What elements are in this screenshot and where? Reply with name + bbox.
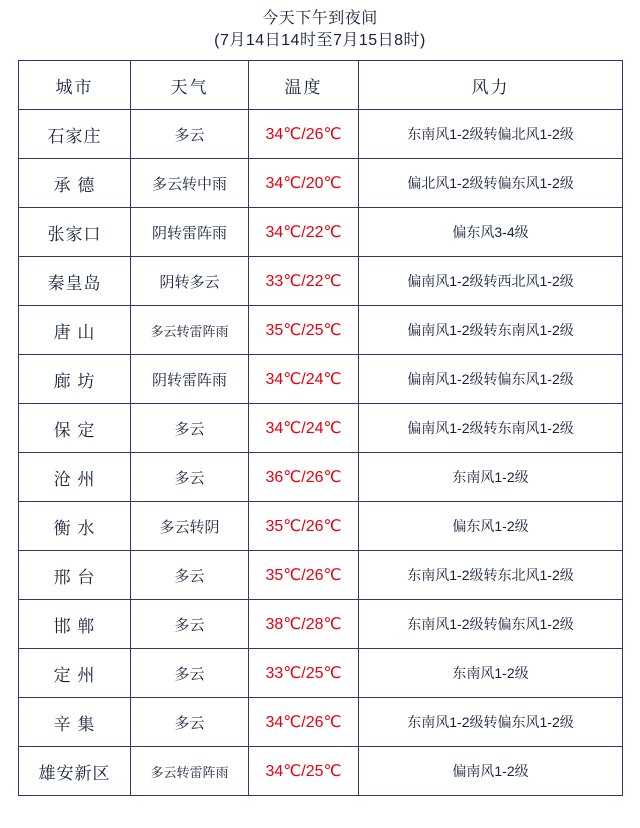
table-row	[19, 698, 623, 747]
cell-weather: 多云	[131, 649, 249, 698]
cell-wind: 偏北风1-2级转偏东风1-2级	[359, 159, 623, 208]
table-row	[19, 551, 623, 600]
table-body	[19, 110, 623, 796]
cell-city: 石家庄	[19, 110, 131, 159]
cell-city: 邢 台	[19, 551, 131, 600]
column-header-city: 城市	[19, 61, 131, 110]
column-header-weather: 天气	[131, 61, 249, 110]
table-row	[19, 649, 623, 698]
table-header-row	[19, 61, 623, 110]
cell-weather: 多云	[131, 453, 249, 502]
cell-weather: 多云	[131, 110, 249, 159]
cell-city: 辛 集	[19, 698, 131, 747]
table-row	[19, 208, 623, 257]
cell-city: 廊 坊	[19, 355, 131, 404]
cell-temperature: 34℃/25℃	[249, 747, 359, 796]
table-row	[19, 355, 623, 404]
cell-temperature: 34℃/22℃	[249, 208, 359, 257]
cell-temperature: 34℃/26℃	[249, 698, 359, 747]
title-primary: 今天下午到夜间	[262, 10, 378, 27]
cell-temperature: 35℃/26℃	[249, 551, 359, 600]
cell-city: 秦皇岛	[19, 257, 131, 306]
table-row	[19, 600, 623, 649]
cell-city: 保 定	[19, 404, 131, 453]
cell-wind: 偏东风1-2级	[359, 502, 623, 551]
table-row	[19, 502, 623, 551]
cell-wind: 偏东风3-4级	[359, 208, 623, 257]
cell-wind: 东南风1-2级	[359, 649, 623, 698]
table-row	[19, 159, 623, 208]
cell-weather: 阴转雷阵雨	[131, 208, 249, 257]
cell-temperature: 38℃/28℃	[249, 600, 359, 649]
cell-wind: 东南风1-2级	[359, 453, 623, 502]
page-title	[18, 8, 622, 52]
table-row	[19, 257, 623, 306]
cell-temperature: 34℃/26℃	[249, 110, 359, 159]
cell-wind: 偏南风1-2级	[359, 747, 623, 796]
cell-weather: 阴转雷阵雨	[131, 355, 249, 404]
cell-weather: 多云转中雨	[131, 159, 249, 208]
cell-weather: 多云	[131, 698, 249, 747]
cell-temperature: 34℃/24℃	[249, 404, 359, 453]
title-period: (7月14日14时至7月15日8时)	[214, 32, 426, 49]
cell-city: 衡 水	[19, 502, 131, 551]
cell-wind: 东南风1-2级转偏北风1-2级	[359, 110, 623, 159]
cell-city: 邯 郸	[19, 600, 131, 649]
cell-temperature: 34℃/20℃	[249, 159, 359, 208]
cell-weather: 多云	[131, 600, 249, 649]
table-header	[19, 61, 623, 110]
cell-wind: 偏南风1-2级转西北风1-2级	[359, 257, 623, 306]
table-row	[19, 404, 623, 453]
cell-temperature: 36℃/26℃	[249, 453, 359, 502]
cell-city: 张家口	[19, 208, 131, 257]
table-row	[19, 453, 623, 502]
cell-weather: 多云转雷阵雨	[131, 306, 249, 355]
cell-temperature: 34℃/24℃	[249, 355, 359, 404]
cell-city: 唐 山	[19, 306, 131, 355]
cell-city: 沧 州	[19, 453, 131, 502]
cell-city: 雄安新区	[19, 747, 131, 796]
cell-wind: 偏南风1-2级转东南风1-2级	[359, 306, 623, 355]
table-row	[19, 110, 623, 159]
cell-temperature: 35℃/25℃	[249, 306, 359, 355]
cell-wind: 东南风1-2级转偏东风1-2级	[359, 600, 623, 649]
weather-table	[18, 60, 623, 796]
cell-temperature: 35℃/26℃	[249, 502, 359, 551]
column-header-wind: 风力	[359, 61, 623, 110]
cell-temperature: 33℃/25℃	[249, 649, 359, 698]
cell-temperature: 33℃/22℃	[249, 257, 359, 306]
cell-weather: 多云转阴	[131, 502, 249, 551]
column-header-temperature: 温度	[249, 61, 359, 110]
cell-wind: 东南风1-2级转偏东风1-2级	[359, 698, 623, 747]
cell-weather: 多云转雷阵雨	[131, 747, 249, 796]
cell-wind: 偏南风1-2级转偏东风1-2级	[359, 355, 623, 404]
cell-wind: 偏南风1-2级转东南风1-2级	[359, 404, 623, 453]
cell-weather: 多云	[131, 404, 249, 453]
cell-weather: 阴转多云	[131, 257, 249, 306]
table-row	[19, 306, 623, 355]
cell-wind: 东南风1-2级转东北风1-2级	[359, 551, 623, 600]
cell-weather: 多云	[131, 551, 249, 600]
cell-city: 承 德	[19, 159, 131, 208]
cell-city: 定 州	[19, 649, 131, 698]
table-row	[19, 747, 623, 796]
